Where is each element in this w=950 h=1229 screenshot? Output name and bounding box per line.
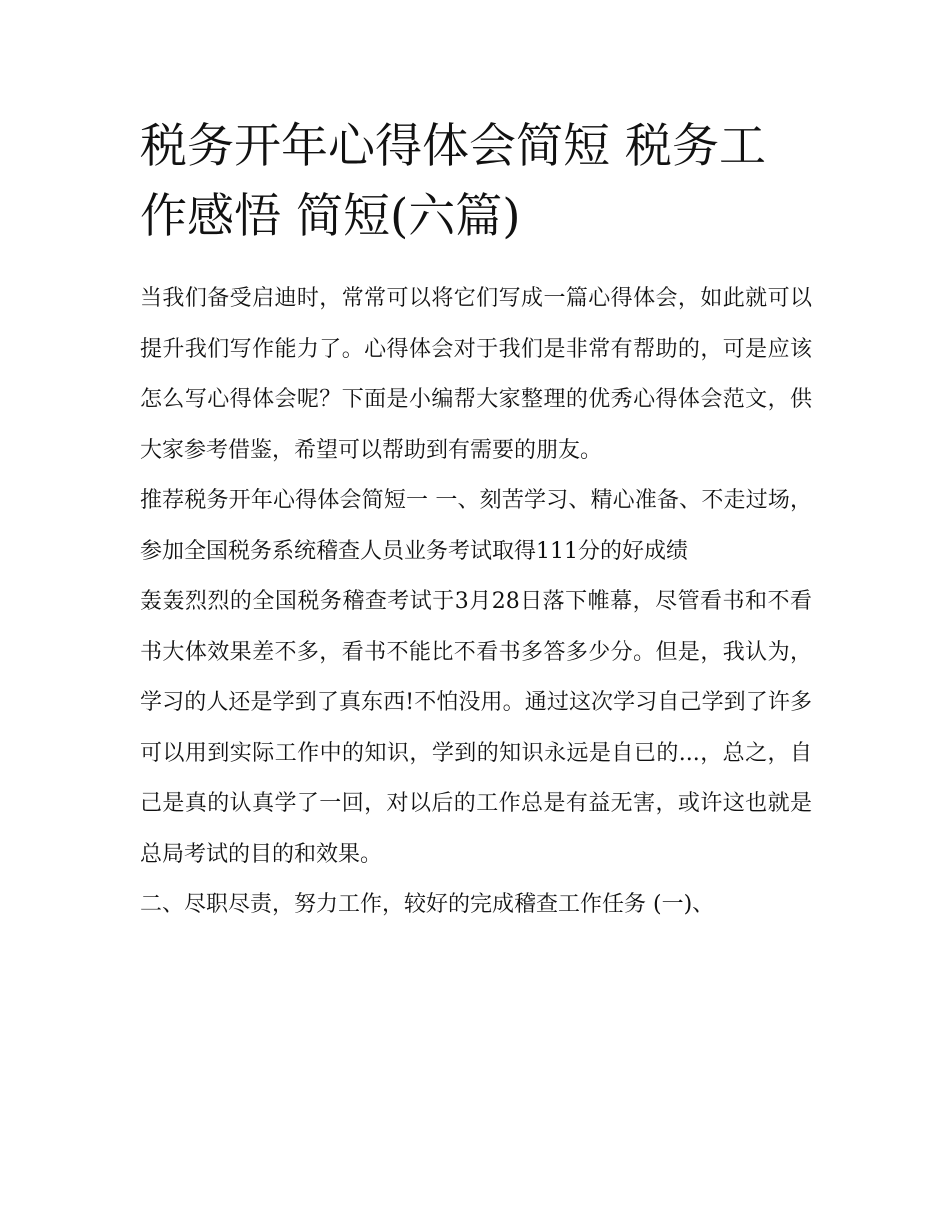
paragraph-section-two: 二、尽职尽责，努力工作，较好的完成稽查工作任务 (一)、 (140, 892, 715, 917)
document-page (140, 112, 812, 931)
document-title: 税务开年心得体会简短 税务工作感悟 简短(六篇) (140, 119, 766, 244)
document-body (140, 274, 812, 931)
paragraph-section-heading: 推荐税务开年心得体会简短一 一、刻苦学习、精心准备、不走过场，参加全国税务系统稽查人员业务考试取得111分的好成绩 (140, 488, 812, 564)
paragraph-exam: 轰轰烈烈的全国税务稽查考试于3月28日落下帷幕，尽管看书和不看书大体效果差不多，看书不能比不看书多答多少分。但是，我认为，学习的人还是学到了真东西!不怕没用。通过这次学习自己学到了许多可以用到实际工作中的知识，学到的知识永远是自已的...，总之，自己是真的认真学了一回，对以后的工作总是有益无害，或许这也就是总局考试的目的和效果。 (140, 589, 812, 867)
paragraph-intro: 当我们备受启迪时，常常可以将它们写成一篇心得体会，如此就可以提升我们写作能力了。心得体会对于我们是非常有帮助的，可是应该怎么写心得体会呢？下面是小编帮大家整理的优秀心得体会范文，供大家参考借鉴，希望可以帮助到有需要的朋友。 (140, 286, 812, 463)
